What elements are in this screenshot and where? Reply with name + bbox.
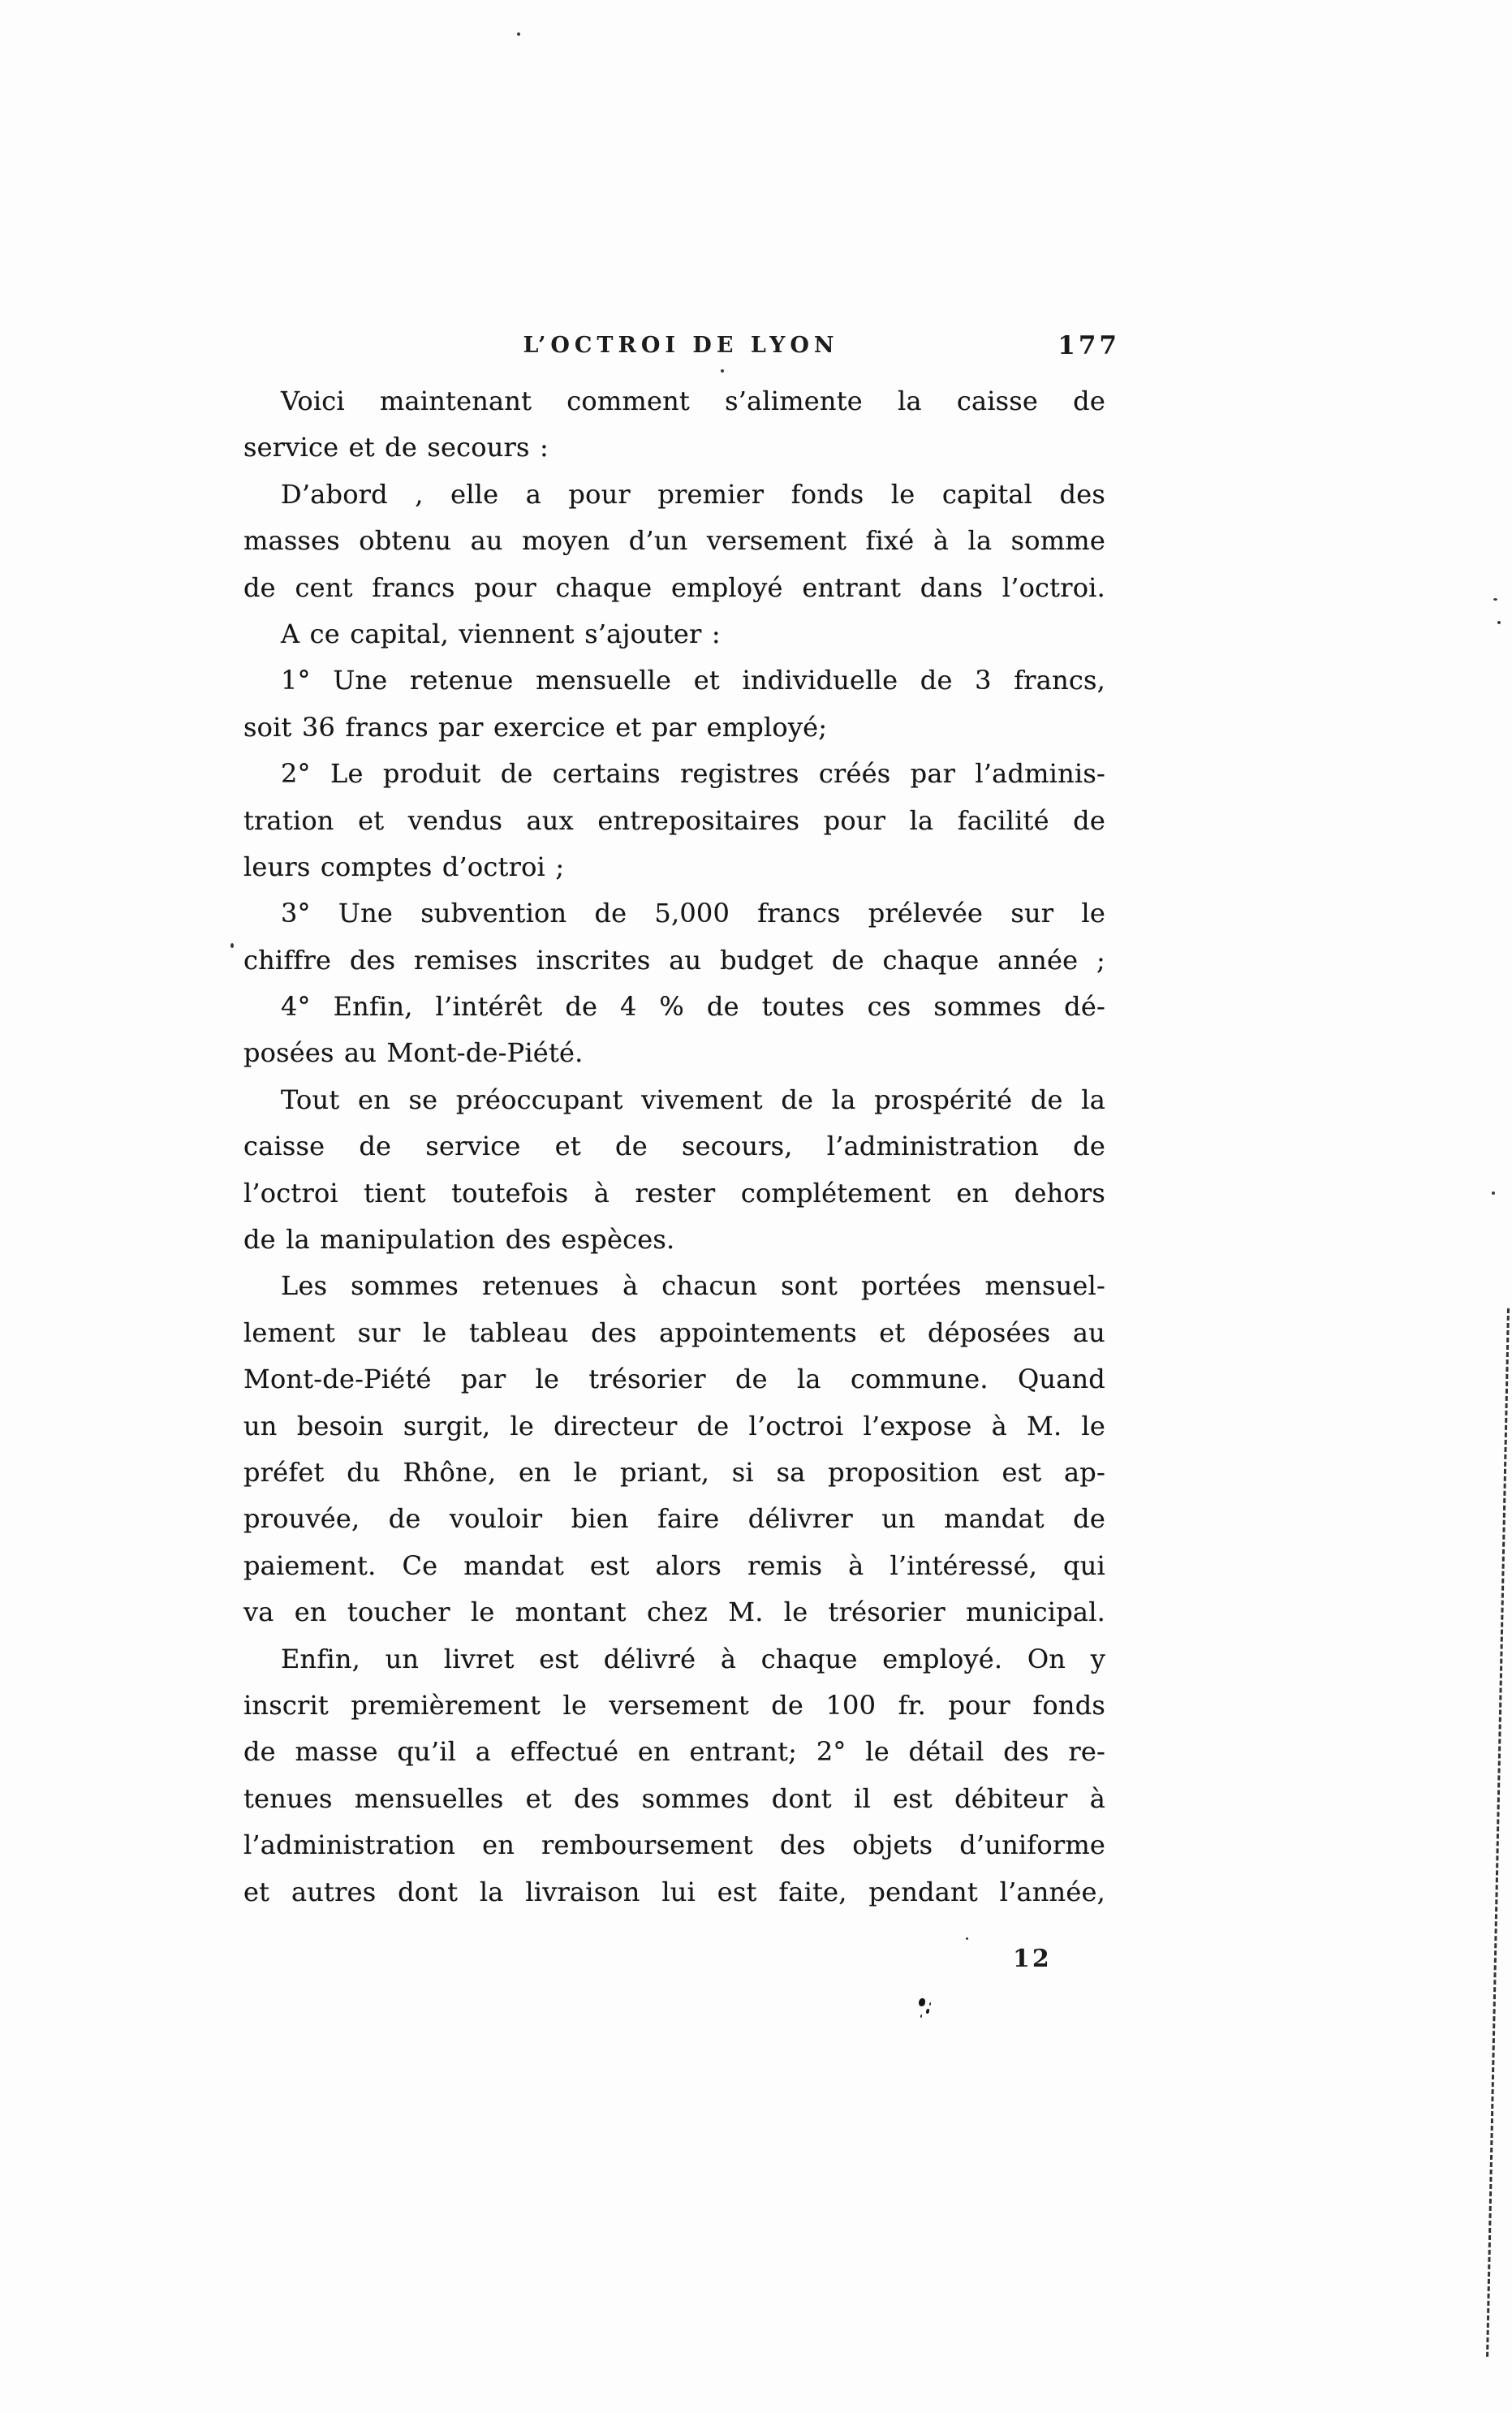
text-line: posées au Mont-de-Piété.: [243, 1037, 584, 1069]
ink-speck: [966, 1937, 968, 1940]
text-line: Mont-de-Piété par le trésorier de la commune. Quand: [243, 1364, 1105, 1395]
text-line: tration et vendus aux entrepositaires pour la facilité de: [243, 804, 1105, 836]
text-line: caisse de service et de secours, l’administration de: [243, 1131, 1105, 1162]
ink-speck: [721, 369, 724, 373]
text-line: 2° Le produit de certains registres créés par l’adminis-: [281, 758, 1105, 790]
text-line: chiffre des remises inscrites au budget de chaque année ;: [243, 944, 1105, 976]
text-line: et autres dont la livraison lui est faite, pendant l’année,: [243, 1876, 1105, 1907]
ink-blot: [919, 1998, 925, 2006]
text-line: de masse qu’il a effectué en entrant; 2° le détail des re-: [243, 1736, 1105, 1768]
ink-speck: [230, 943, 234, 948]
text-line: l’octroi tient toutefois à rester complétement en dehors: [243, 1177, 1105, 1209]
text-line: service et de secours :: [243, 432, 549, 463]
text-line: Les sommes retenues à chacun sont portées mensuel-: [281, 1270, 1105, 1302]
text-line: 3° Une subvention de 5,000 francs prélevée sur le: [281, 898, 1105, 929]
ink-speck: [1492, 1191, 1495, 1195]
text-line: préfet du Rhône, en le priant, si sa proposition est ap-: [243, 1456, 1105, 1488]
signature-mark: 12: [1013, 1945, 1052, 1973]
text-line: inscrit premièrement le versement de 100 fr. pour fonds: [243, 1689, 1105, 1721]
text-line: tenues mensuelles et des sommes dont il est débiteur à: [243, 1782, 1105, 1814]
text-line: lement sur le tableau des appointements et déposées au: [243, 1316, 1105, 1348]
text-line: va en toucher le montant chez M. le trésorier municipal.: [243, 1596, 1105, 1628]
text-line: de cent francs pour chaque employé entrant dans l’octroi.: [243, 571, 1105, 603]
text-line: paiement. Ce mandat est alors remis à l’intéressé, qui: [243, 1549, 1105, 1581]
running-header: [243, 331, 1120, 372]
text-line: de la manipulation des espèces.: [243, 1224, 675, 1256]
scan-edge-line: [1486, 1308, 1510, 2357]
text-line: masses obtenu au moyen d’un versement fixé à la somme: [243, 525, 1105, 557]
text-line: un besoin surgit, le directeur de l’octroi l’expose à M. le: [243, 1410, 1105, 1441]
text-line: Tout en se préoccupant vivement de la prospérité de la: [281, 1084, 1105, 1115]
page-number: 177: [1058, 331, 1120, 360]
ink-speck: [517, 32, 520, 36]
text-line: Enfin, un livret est délivré à chaque employé. On y: [281, 1643, 1105, 1674]
text-line: Voici maintenant comment s’alimente la caisse de: [281, 386, 1105, 416]
ink-speck: [1493, 598, 1497, 601]
text-line: soit 36 francs par exercice et par employé;: [243, 711, 828, 743]
text-line: prouvée, de vouloir bien faire délivrer un mandat de: [243, 1503, 1105, 1535]
text-line: D’abord , elle a pour premier fonds le capital des: [281, 478, 1105, 510]
running-header-title: L’OCTROI DE LYON: [523, 333, 839, 358]
text-line: A ce capital, viennent s’ajouter :: [281, 618, 721, 649]
text-line: 4° Enfin, l’intérêt de 4 % de toutes ces sommes dé-: [281, 991, 1105, 1023]
text-line: leurs comptes d’octroi ;: [243, 851, 565, 882]
text-line: l’administration en remboursement des objets d’uniforme: [243, 1829, 1105, 1861]
text-line: 1° Une retenue mensuelle et individuelle de 3 francs,: [281, 665, 1105, 696]
ink-speck: [1497, 621, 1501, 624]
body-text-block: [243, 378, 1105, 1915]
